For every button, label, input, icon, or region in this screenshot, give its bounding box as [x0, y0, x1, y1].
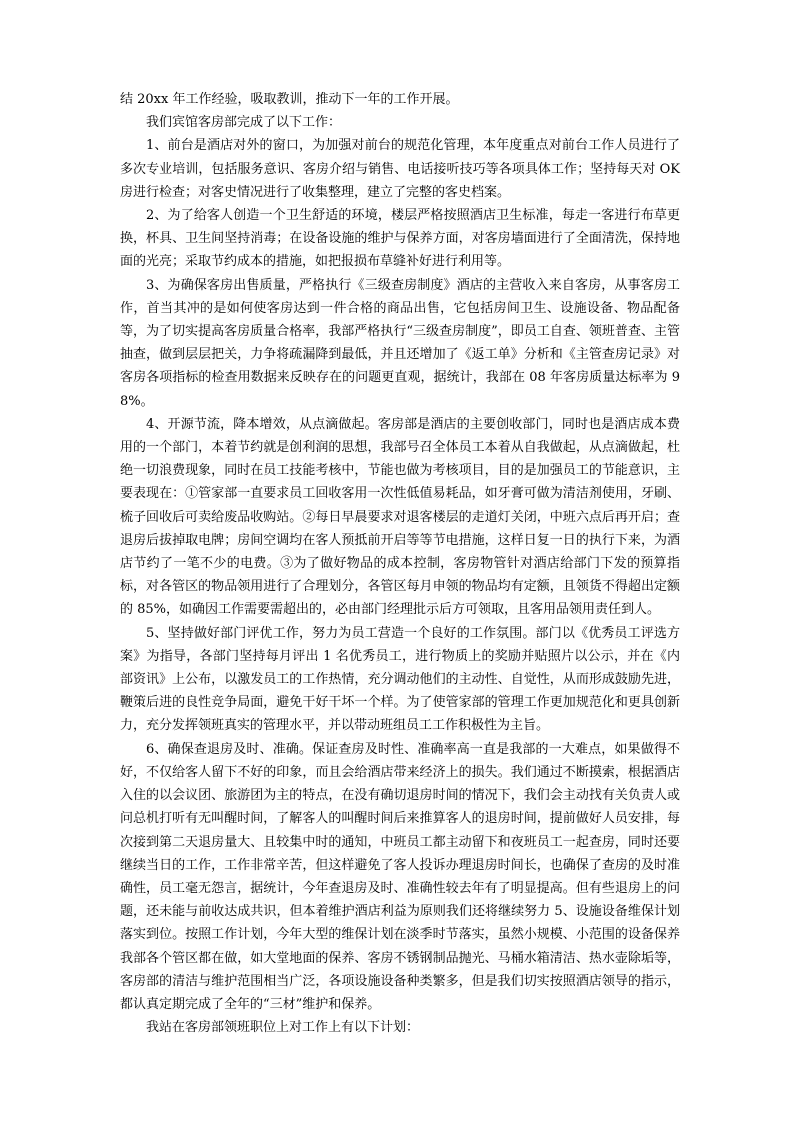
- paragraph-item-1: 1、前台是酒店对外的窗口，为加强对前台的规范化管理，本年度重点对前台工作人员进行了多次专业培训，包括服务意识、客房介绍与销售、电话接听技巧等各项具体工作；坚持每天对 OK 房进行检查；对客史情况进行了收集整理，建立了完整的客史档案。: [120, 138, 680, 200]
- paragraph-continuation: 结 20xx 年工作经验，吸取教训，推动下一年的工作开展。: [120, 92, 459, 107]
- paragraph-plan-intro: 我站在客房部领班职位上对工作上有以下计划：: [146, 1020, 420, 1036]
- paragraph-item-6: 6、确保查退房及时、准确。保证查房及时性、准确率高一直是我部的一大难点，如果做得不好，不仅给客人留下不好的印象，而且会给酒店带来经济上的损失。我们通过不断摸索，根据酒店入住的以会议团、旅游团为主的特点，在没有确切退房时间的情况下，我们会主动找有关负责人或问总机打听有无叫醒时间，了解客人的叫醒时间后来推算客人的退房时间，提前做好人员安排，每次接到第二天退房量大、且较集中时的通知，中班员工都主动留下和夜班员工一起查房，同时还要继续当日的工作，工作非常辛苦，但这样避免了客人投诉办理退房时间长，也确保了查房的及时准确性，员工毫无怨言，据统计，今年查退房及时、准确性较去年有了明显提高。但有些退房上的问题，还未能与前收达成共识，但本着维护酒店利益为原则我们还将继续努力 5、设施设备维保计划落实到位。按照工作计划，今年大型的维保计划在淡季时节落实，虽然小规模、小范围的设备保养我部各个管区都在做，如大堂地面的保养、客房不锈钢制品抛光、马桶水箱清洁、热水壶除垢等，客房部的清洁与维护范围相当广泛，各项设施设备种类繁多，但是我们切实按照酒店领导的指示，都认真定期完成了全年的“三材”维护和保养。: [120, 741, 680, 1012]
- paragraph-intro: 我们宾馆客房部完成了以下工作：: [146, 115, 342, 131]
- document-body: [120, 88, 680, 1039]
- paragraph-item-5: 5、坚持做好部门评优工作，努力为员工营造一个良好的工作氛围。部门以《优秀员工评选方案》为指导，各部门坚持每月评出 1 名优秀员工，进行物质上的奖励并贴照片以公示，并在《内部资讯》上公布，以激发员工的工作热情，充分调动他们的主动性、自觉性，从而形成鼓励先进，鞭策后进的良性竞争局面，避免干好干坏一个样。为了使管家部的管理工作更加规范化和更具创新力，充分发挥领班真实的管理水平，并以带动班组员工工作积极性为主旨。: [120, 625, 680, 734]
- paragraph-item-3: 3、为确保客房出售质量，严格执行《三级查房制度》酒店的主营收入来自客房，从事客房工作，首当其冲的是如何使客房达到一件合格的商品出售，它包括房间卫生、设施设备、物品配备等，为了切实提高客房质量合格率，我部严格执行“三级查房制度”，即员工自查、领班普查、主管抽查，做到层层把关，力争将疏漏降到最低，并且还增加了《返工单》分析和《主管查房记录》对客房各项指标的检查用数据来反映存在的问题更直观，据统计，我部在 08 年客房质量达标率为 98%。: [120, 277, 680, 409]
- paragraph-item-4: 4、开源节流，降本增效，从点滴做起。客房部是酒店的主要创收部门，同时也是酒店成本费用的一个部门，本着节约就是创利润的思想，我部号召全体员工本着从自我做起，从点滴做起，杜绝一切浪费现象，同时在员工技能考核中，节能也做为考核项目，目的是加强员工的节能意识，主要表现在：①管家部一直要求员工回收客用一次性低值易耗品，如牙膏可做为清洁剂使用，牙刷、梳子回收后可卖给废品收购站。②每日早晨要求对退客楼层的走道灯关闭，中班六点后再开启；查退房后拔掉取电牌；房间空调均在客人预抵前开启等等节电措施，这样日复一日的执行下来，为酒店节约了一笔不少的电费。③为了做好物品的成本控制，客房物管针对酒店给部门下发的预算指标，对各管区的物品领用进行了合理划分，各管区每月申领的物品均有定额，且领货不得超出定额的 85%，如确因工作需要需超出的，必由部门经理批示后方可领取，且客用品领用责任到人。: [120, 416, 680, 618]
- paragraph-item-2: 2、为了给客人创造一个卫生舒适的环境，楼层严格按照酒店卫生标准，每走一客进行布草更换，杯具、卫生间坚持消毒；在设备设施的维护与保养方面，对客房墙面进行了全面清洗，保持地面的光亮；采取节约成本的措施，如把报损布草缝补好进行利用等。: [120, 208, 680, 270]
